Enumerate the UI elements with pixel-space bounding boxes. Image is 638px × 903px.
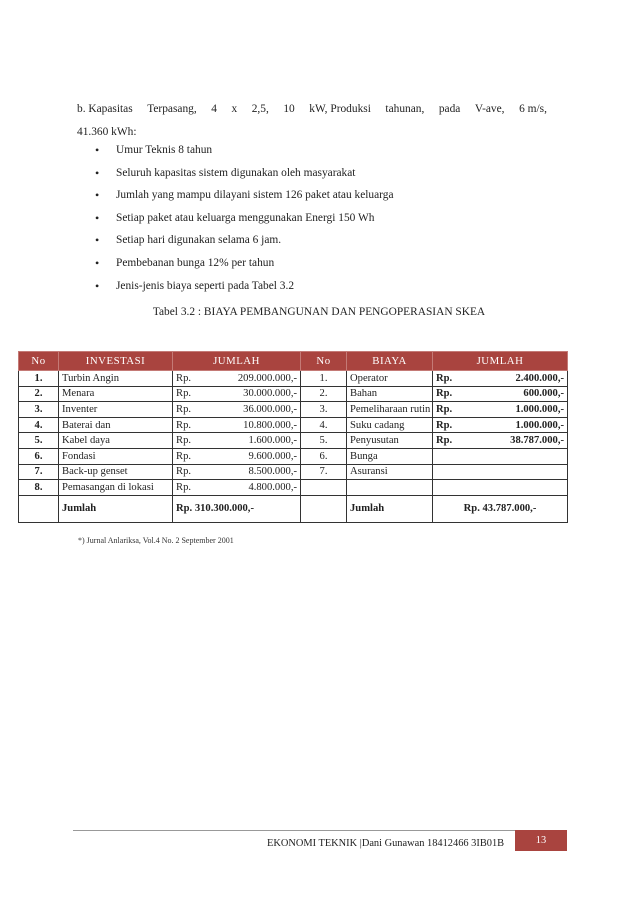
row-no: 3. (19, 402, 59, 418)
table-row (19, 402, 568, 418)
intro-word: 4 (211, 103, 217, 115)
row-jumlah-2 (433, 386, 568, 402)
row-investasi: Inventer (59, 402, 173, 418)
row-no-2: 5. (301, 433, 347, 449)
row-no-2: 6. (301, 448, 347, 464)
intro-line-2: 41.360 kWh: (77, 126, 137, 138)
total-empty-cell-2 (301, 495, 347, 522)
currency-label: Rp. (436, 372, 453, 384)
row-jumlah (173, 480, 301, 496)
currency-label: Rp. (176, 435, 192, 447)
cost-table (18, 351, 568, 523)
row-biaya: Suku cadang (347, 417, 433, 433)
row-investasi: Kabel daya (59, 433, 173, 449)
amount-value: 36.000.000,- (243, 403, 297, 415)
row-investasi: Baterai dan (59, 417, 173, 433)
intro-word: x (231, 103, 238, 115)
table-row (19, 480, 568, 496)
amount-value: 10.800.000,- (243, 419, 297, 431)
footer-text: EKONOMI TEKNIK |Dani Gunawan 18412466 3IB01B (267, 838, 505, 849)
bullet-item: • Jenis-jenis biaya seperti pada Tabel 3.2 (95, 275, 394, 298)
row-no-2: 7. (301, 464, 347, 480)
amount-value: 4.800.000,- (248, 481, 297, 493)
bullet-item: • Setiap paket atau keluarga menggunakan Energi 150 Wh (95, 207, 394, 230)
amount-value: 1.600.000,- (248, 435, 297, 447)
currency-label: Rp. (176, 466, 192, 478)
total-label-2: Jumlah (347, 495, 433, 522)
footer-divider (73, 830, 567, 831)
row-investasi: Fondasi (59, 448, 173, 464)
bullet-item: • Pembebanan bunga 12% per tahun (95, 252, 394, 275)
row-jumlah-2 (433, 448, 568, 464)
row-no: 8. (19, 480, 59, 496)
bullet-list (95, 139, 394, 297)
row-no-2: 3. (301, 402, 347, 418)
table-row (19, 464, 568, 480)
amount-value: 600.000,- (523, 388, 564, 400)
row-biaya: Penyusutan (347, 433, 433, 449)
intro-paragraph (77, 98, 547, 144)
row-investasi: Back-up genset (59, 464, 173, 480)
total-empty-cell (19, 495, 59, 522)
footnote: *) Jurnal Anlariksa, Vol.4 No. 2 September 2001 (78, 536, 234, 545)
intro-word: 2,5, (251, 103, 269, 115)
row-no-2: 4. (301, 417, 347, 433)
row-no: 5. (19, 433, 59, 449)
header-jumlah-2: JUMLAH (433, 352, 568, 371)
table-row (19, 448, 568, 464)
table-total-row (19, 495, 568, 522)
header-no-2: No (301, 352, 347, 371)
amount-value: 8.500.000,- (248, 466, 297, 478)
currency-label: Rp. (436, 388, 453, 400)
currency-label: Rp. (176, 419, 192, 431)
row-investasi: Pemasangan di lokasi (59, 480, 173, 496)
total-label: Jumlah (59, 495, 173, 522)
table-header-row (19, 352, 568, 371)
total-amount: Rp. 310.300.000,- (173, 495, 301, 522)
currency-label: Rp. (176, 450, 192, 462)
row-biaya: Bahan (347, 386, 433, 402)
row-no: 1. (19, 371, 59, 387)
intro-word: kW, Produksi (309, 103, 371, 115)
bullet-item: • Seluruh kapasitas sistem digunakan oleh masyarakat (95, 162, 394, 185)
row-jumlah (173, 433, 301, 449)
intro-word: V-ave, (474, 103, 505, 115)
intro-line-1 (77, 98, 547, 121)
table-row (19, 386, 568, 402)
table-row (19, 371, 568, 387)
row-biaya: Bunga (347, 448, 433, 464)
amount-value: 38.787.000,- (510, 435, 564, 447)
bullet-item: • Jumlah yang mampu dilayani sistem 126 paket atau keluarga (95, 184, 394, 207)
row-no-2: 2. (301, 386, 347, 402)
row-jumlah-2 (433, 433, 568, 449)
intro-word: 6 m/s, (519, 103, 547, 115)
row-jumlah-2 (433, 417, 568, 433)
header-investasi: INVESTASI (59, 352, 173, 371)
amount-value: 2.400.000,- (515, 372, 564, 384)
row-jumlah (173, 448, 301, 464)
row-investasi: Menara (59, 386, 173, 402)
amount-value: 209.000.000,- (237, 372, 297, 384)
row-no-2 (301, 480, 347, 496)
row-jumlah (173, 417, 301, 433)
header-biaya: BIAYA (347, 352, 433, 371)
row-jumlah-2 (433, 402, 568, 418)
row-no: 6. (19, 448, 59, 464)
row-investasi: Turbin Angin (59, 371, 173, 387)
page-number: 13 (515, 830, 567, 851)
bullet-item: • Setiap hari digunakan selama 6 jam. (95, 229, 394, 252)
row-jumlah-2 (433, 464, 568, 480)
currency-label: Rp. (176, 372, 192, 384)
bullet-item: • Umur Teknis 8 tahun (95, 139, 394, 162)
row-no: 7. (19, 464, 59, 480)
row-no: 2. (19, 386, 59, 402)
row-biaya: Pemeliharaan rutin (347, 402, 433, 418)
header-no: No (19, 352, 59, 371)
table-row (19, 417, 568, 433)
intro-word: 10 (283, 103, 295, 115)
amount-value: 1.000.000,- (515, 419, 564, 431)
header-jumlah: JUMLAH (173, 352, 301, 371)
table-row (19, 433, 568, 449)
intro-word: pada (438, 103, 461, 115)
currency-label: Rp. (436, 419, 453, 431)
currency-label: Rp. (176, 403, 192, 415)
row-jumlah (173, 371, 301, 387)
currency-label: Rp. (176, 388, 192, 400)
row-jumlah (173, 402, 301, 418)
intro-word: Terpasang, (147, 103, 197, 115)
row-jumlah (173, 386, 301, 402)
currency-label: Rp. (436, 435, 453, 447)
table-title: Tabel 3.2 : BIAYA PEMBANGUNAN DAN PENGOPERASIAN SKEA (152, 306, 486, 318)
currency-label: Rp. (436, 403, 453, 415)
row-no-2: 1. (301, 371, 347, 387)
row-jumlah-2 (433, 371, 568, 387)
intro-word: b. Kapasitas (77, 103, 133, 115)
row-biaya: Operator (347, 371, 433, 387)
row-biaya: Asuransi (347, 464, 433, 480)
row-jumlah (173, 464, 301, 480)
amount-value: 30.000.000,- (243, 388, 297, 400)
row-biaya (347, 480, 433, 496)
total-amount-2: Rp. 43.787.000,- (433, 495, 568, 522)
currency-label: Rp. (176, 481, 192, 493)
amount-value: 1.000.000,- (515, 403, 564, 415)
amount-value: 9.600.000,- (248, 450, 297, 462)
row-no: 4. (19, 417, 59, 433)
row-jumlah-2 (433, 480, 568, 496)
intro-word: tahunan, (385, 103, 425, 115)
